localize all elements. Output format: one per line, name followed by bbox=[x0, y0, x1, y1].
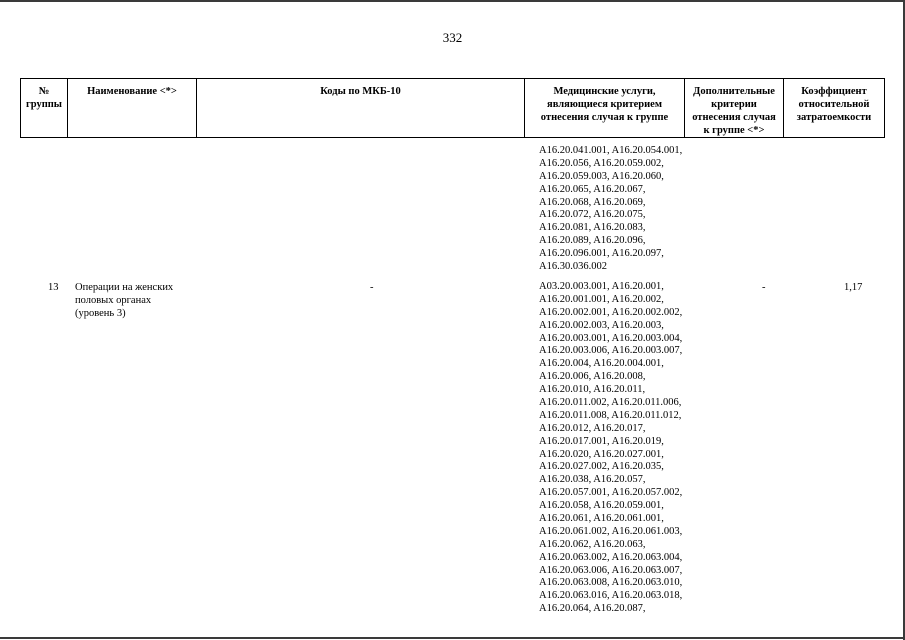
code-line: A16.20.011.008, A16.20.011.012, bbox=[539, 409, 682, 421]
code-line: A16.20.061, A16.20.061.001, bbox=[539, 513, 664, 525]
code-line: A16.20.011.002, A16.20.011.006, bbox=[539, 397, 682, 409]
code-line: A16.20.010, A16.20.011, bbox=[539, 384, 646, 396]
scan-border-top bbox=[0, 0, 905, 2]
code-line: A16.20.003.006, A16.20.003.007, bbox=[539, 345, 683, 357]
code-line: A16.20.063.006, A16.20.063.007, bbox=[539, 564, 683, 576]
code-line: A16.20.065, A16.20.067, bbox=[539, 183, 646, 195]
name-line: (уровень 3) bbox=[75, 308, 126, 319]
name-line: половых органах bbox=[75, 295, 152, 306]
code-line: A16.20.020, A16.20.027.001, bbox=[539, 448, 664, 460]
code-line: A16.20.038, A16.20.057, bbox=[539, 474, 646, 486]
header-name: Наименование <*> bbox=[87, 86, 177, 97]
header-cost-coefficient: Коэффициент относительной затратоемкости bbox=[796, 86, 872, 123]
header-bottom-border bbox=[20, 137, 884, 138]
row-13-additional: - bbox=[762, 282, 766, 293]
code-line: A16.20.004, A16.20.004.001, bbox=[539, 358, 664, 370]
page-number: 332 bbox=[442, 30, 463, 45]
code-line: A16.20.057.001, A16.20.057.002, bbox=[539, 487, 683, 499]
code-line: A16.20.064, A16.20.087, bbox=[539, 603, 646, 615]
code-line: A16.20.001.001, A16.20.002, bbox=[539, 293, 664, 305]
code-line: A16.20.002.003, A16.20.003, bbox=[539, 319, 664, 331]
code-line: A16.20.061.002, A16.20.061.003, bbox=[539, 525, 683, 537]
row-13-coefficient: 1,17 bbox=[844, 282, 863, 293]
header-mkb-codes: Коды по МКБ-10 bbox=[320, 86, 401, 97]
code-line: A03.20.003.001, A16.20.001, bbox=[539, 281, 664, 292]
row-13-mkb: - bbox=[370, 282, 374, 293]
name-line: Операции на женских bbox=[75, 282, 174, 293]
code-line: A16.20.089, A16.20.096, bbox=[539, 235, 646, 247]
scan-border-bottom bbox=[0, 637, 905, 639]
code-line: A16.20.017.001, A16.20.019, bbox=[539, 435, 664, 447]
code-line: A16.20.063.016, A16.20.063.018, bbox=[539, 590, 683, 602]
table-top-border bbox=[20, 78, 884, 79]
code-line: A16.20.072, A16.20.075, bbox=[539, 209, 646, 221]
code-line: A16.30.036.002 bbox=[539, 261, 607, 273]
code-line: A16.20.002.001, A16.20.002.002, bbox=[539, 306, 683, 318]
code-line: A16.20.058, A16.20.059.001, bbox=[539, 500, 664, 512]
continuation-codes-list bbox=[539, 145, 682, 274]
header-medical-services: Медицинские услуги, являющиеся критерием отнесения случая к группе bbox=[540, 86, 669, 123]
row-13-number: 13 bbox=[48, 282, 59, 293]
code-line: A16.20.059.003, A16.20.060, bbox=[539, 170, 664, 182]
code-line: A16.20.006, A16.20.008, bbox=[539, 371, 646, 383]
code-line: A16.20.068, A16.20.069, bbox=[539, 196, 646, 208]
header-group-number: № группы bbox=[25, 86, 63, 110]
code-line: A16.20.012, A16.20.017, bbox=[539, 422, 646, 434]
code-line: A16.20.041.001, A16.20.054.001, bbox=[539, 145, 683, 156]
code-line: A16.20.063.008, A16.20.063.010, bbox=[539, 577, 683, 589]
row-13-name bbox=[75, 281, 195, 320]
code-line: A16.20.027.002, A16.20.035, bbox=[539, 461, 664, 473]
row-13-codes-list bbox=[539, 281, 682, 616]
code-line: A16.20.056, A16.20.059.002, bbox=[539, 157, 664, 169]
code-line: A16.20.063.002, A16.20.063.004, bbox=[539, 551, 683, 563]
header-additional-criteria: Дополнительные критерии отнесения случая к группе <*> bbox=[692, 86, 776, 136]
code-line: A16.20.062, A16.20.063, bbox=[539, 538, 646, 550]
code-line: A16.20.081, A16.20.083, bbox=[539, 222, 646, 234]
code-line: A16.20.096.001, A16.20.097, bbox=[539, 248, 664, 260]
column-divider bbox=[884, 78, 885, 138]
code-line: A16.20.003.001, A16.20.003.004, bbox=[539, 332, 683, 344]
